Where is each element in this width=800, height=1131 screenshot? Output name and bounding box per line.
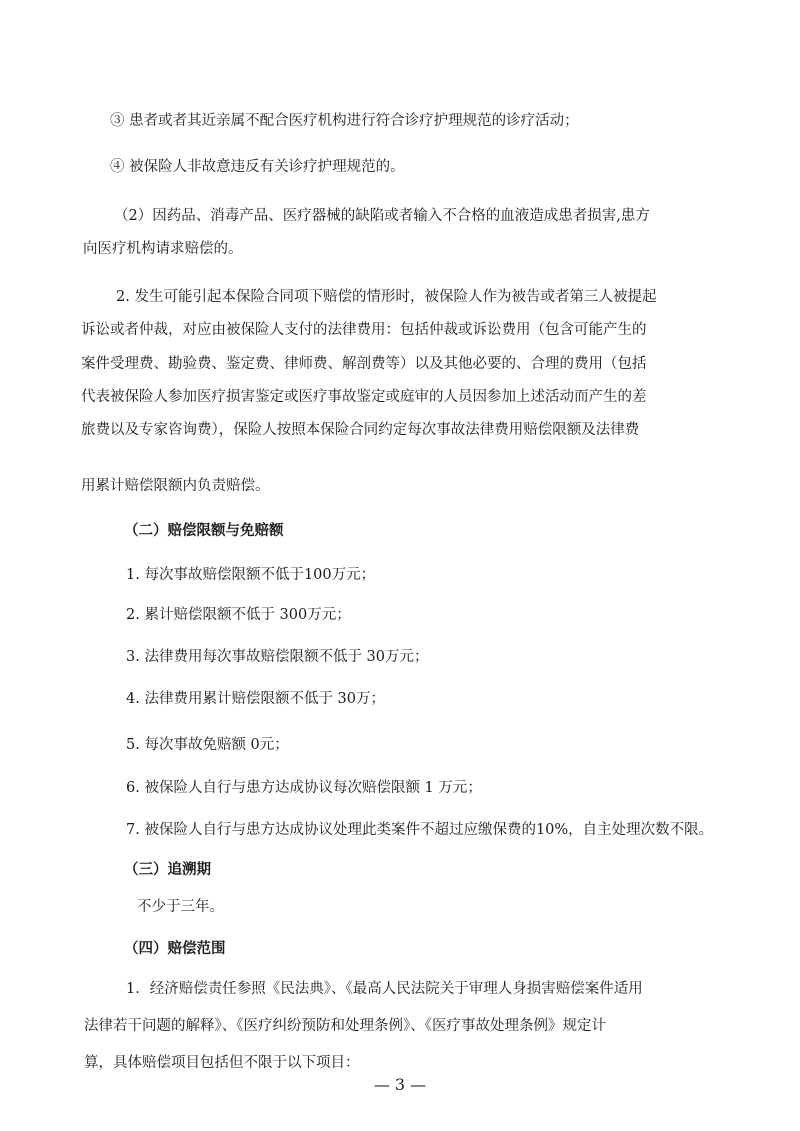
section-heading: （二）赔偿限额与免赔额: [124, 522, 284, 539]
list-item: 5. 每次事故免赔额 0元；: [126, 737, 289, 753]
page-number: — 3 —: [373, 1075, 427, 1094]
list-item: 4. 法律费用累计赔偿限额不低于 30万；: [126, 691, 386, 707]
paragraph-line: 算，具体赔偿项目包括但不限于以下项目：: [84, 1055, 360, 1071]
paragraph-line: 案件受理费、勘验费、鉴定费、律师费、解剖费等）以及其他必要的、合理的费用（包括: [81, 356, 647, 372]
paragraph-line: 法律若干问题的解释》、《医疗纠纷预防和处理条例》、《医疗事故处理条例》规定计: [84, 1018, 606, 1034]
paragraph-line: 旅费以及专家咨询费），保险人按照本保险合同约定每次事故法律费用赔偿限额及法律费: [81, 422, 640, 438]
paragraph-line: 2. 发生可能引起本保险合同项下赔偿的情形时，被保险人作为被告或者第三人被提起: [116, 289, 657, 305]
paragraph-line: （2）因药品、消毒产品、医疗器械的缺陷或者输入不合格的血液造成患者损害,患方: [114, 208, 650, 224]
paragraph-line: 1．经济赔偿责任参照《民法典》、《最高人民法院关于审理人身损害赔偿案件适用: [126, 981, 643, 997]
paragraph-line: 代表被保险人参加医疗损害鉴定或医疗事故鉴定或庭审的人员因参加上述活动而产生的差: [81, 389, 647, 405]
paragraph-line: 不少于三年。: [137, 899, 224, 915]
paragraph-line: 用累计赔偿限额内负责赔偿。: [81, 478, 270, 494]
list-item: 7. 被保险人自行与患方达成协议处理此类案件不超过应缴保费的10%，自主处理次数不限。: [126, 822, 714, 838]
list-item: 2. 累计赔偿限额不低于 300万元；: [126, 607, 351, 623]
section-heading: （三）追溯期: [124, 861, 211, 878]
list-item-3: ③ 患者或者其近亲属不配合医疗机构进行符合诊疗护理规范的诊疗活动；: [110, 113, 579, 129]
paragraph-line: 向医疗机构请求赔偿的。: [83, 241, 243, 257]
list-item: 1. 每次事故赔偿限额不低于100万元；: [126, 567, 376, 583]
list-item: 6. 被保险人自行与患方达成协议每次赔偿限额 1 万元；: [126, 780, 482, 796]
list-item: 3. 法律费用每次事故赔偿限额不低于 30万元；: [126, 649, 429, 665]
section-heading: （四）赔偿范围: [124, 940, 226, 957]
paragraph-line: 诉讼或者仲裁，对应由被保险人支付的法律费用：包括仲裁或诉讼费用（包含可能产生的: [81, 322, 647, 338]
list-item-4: ④ 被保险人非故意违反有关诊疗护理规范的。: [110, 159, 405, 175]
